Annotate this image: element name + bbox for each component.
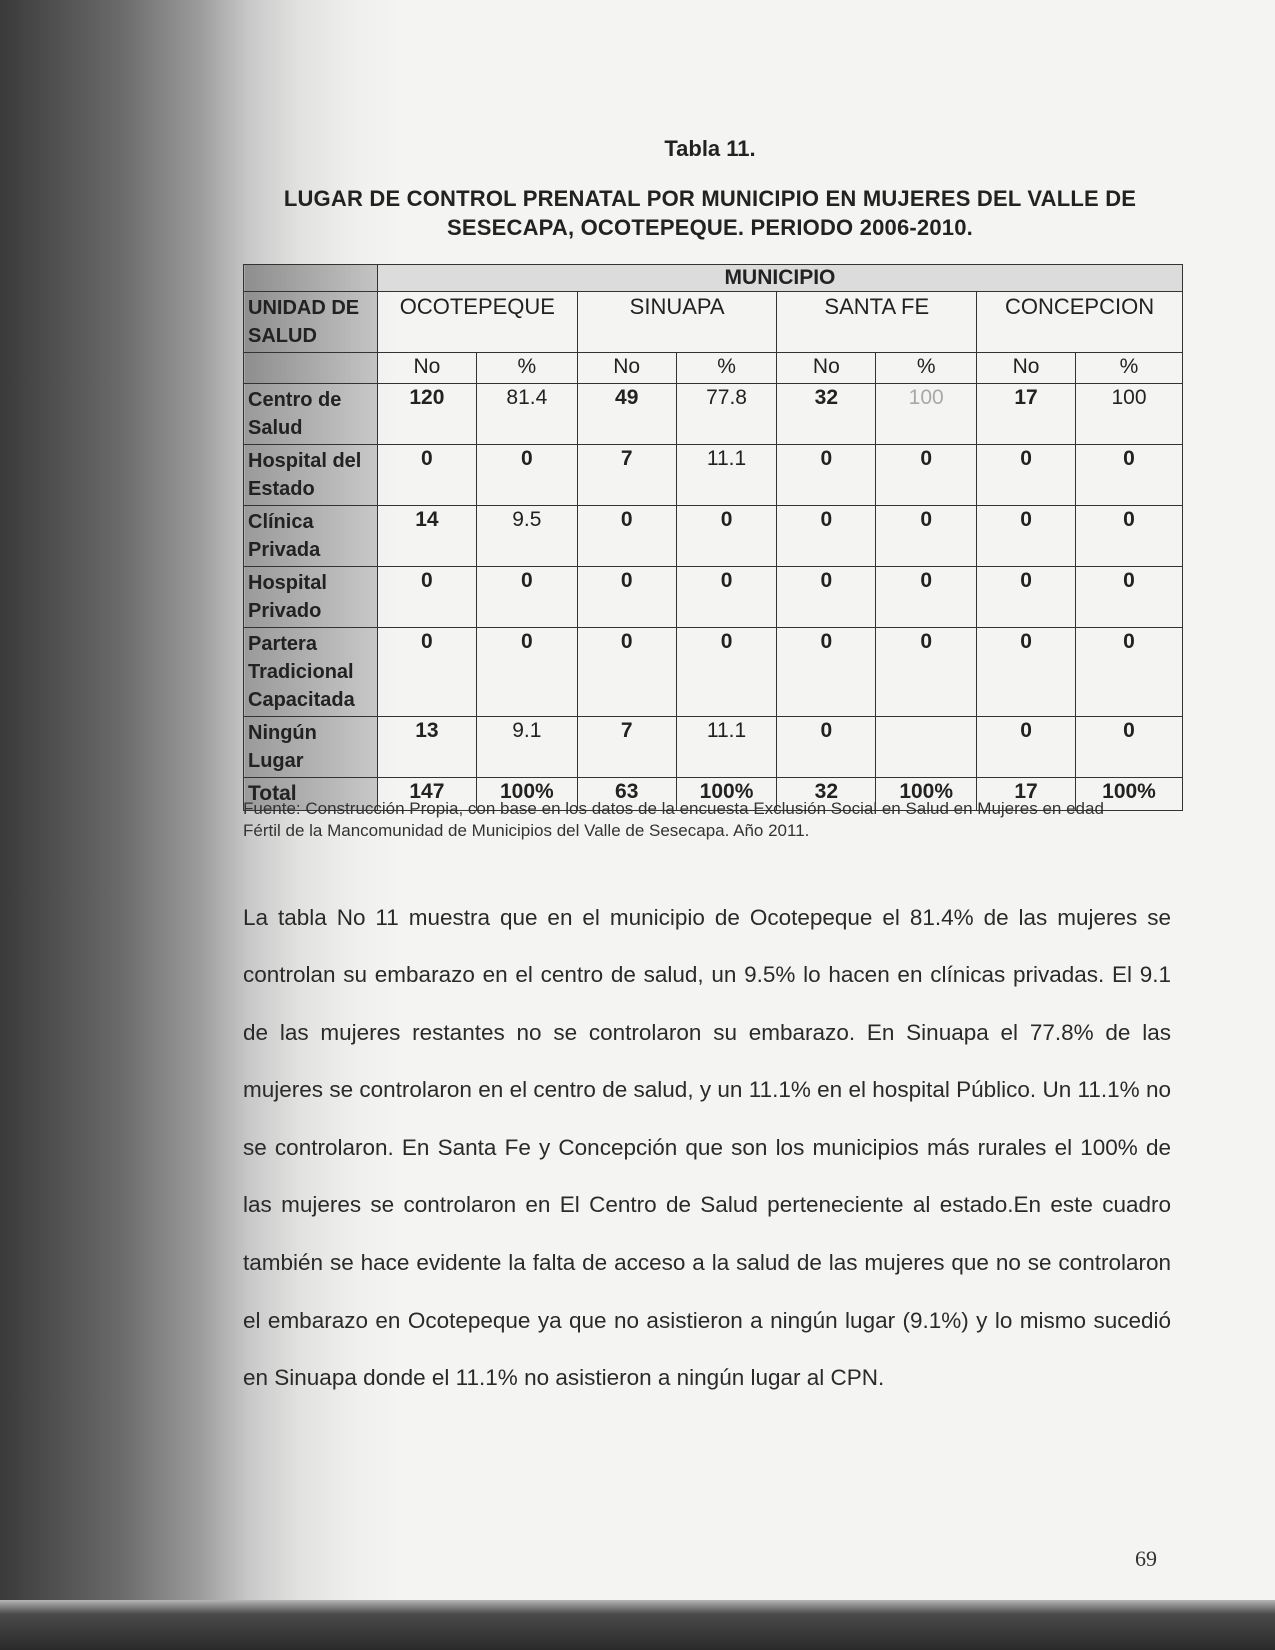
cell: 120 [377,384,476,445]
municipio-ocotepeque: OCOTEPEQUE [377,292,577,353]
municipio-row [244,292,1183,353]
cell: 14 [377,506,476,567]
row-label: Clínica Privada [244,506,378,567]
cell: 0 [476,567,577,628]
table-row [244,506,1183,567]
table-number: Tabla 11. [664,136,756,161]
row-label: Centro de Salud [244,384,378,445]
page-number: 69 [1135,1546,1157,1571]
cell: 0 [876,567,977,628]
cell: 7 [577,445,676,506]
header-corner [244,265,378,292]
cell: 0 [476,445,577,506]
cell: 0 [977,628,1076,717]
total-cell: 63 [577,778,676,811]
group-header-row [244,265,1183,292]
cell: 32 [777,384,876,445]
subheader-no: No [977,353,1076,384]
municipio-concepcion: CONCEPCION [977,292,1183,353]
subheader-pct: % [1076,353,1183,384]
table-row [244,567,1183,628]
cell: 0 [676,506,777,567]
total-label: Total [244,778,378,811]
cell: 0 [1076,717,1183,778]
body-paragraph: La tabla No 11 muestra que en el municipio de Ocotepeque el 81.4% de las mujeres se controlan su embarazo en el centro de salud, un 9.5% lo hacen en clínicas privadas. El 9.1 de las mujeres restantes no se controlaron su embarazo. En Sinuapa el 77.8% de las mujeres se controlaron en el centro de salud, y un 11.1% en el hospital Público. Un 11.1% no se controlaron. En Santa Fe y Concepción que son los municipios más rurales el 100% de las mujeres se controlaron en El Centro de Salud perteneciente al estado.En este cuadro también se hace evidente la falta de acceso a la salud de las mujeres que no se controlaron el embarazo en Ocotepeque ya que no asistieron a ningún lugar (9.1%) y lo mismo sucedió en Sinuapa donde el 11.1% no asistieron a ningún lugar al CPN. [243,904,1171,1391]
municipio-sinuapa: SINUAPA [577,292,777,353]
total-cell: 100% [876,778,977,811]
row-label: Partera Tradicional Capacitada [244,628,378,717]
cell: 9.5 [476,506,577,567]
cell: 0 [1076,567,1183,628]
total-cell: 100% [676,778,777,811]
cell: 0 [577,567,676,628]
cell: 17 [977,384,1076,445]
scan-bottom-edge [0,1600,1275,1650]
unidad-de-salud-header: UNIDAD DE SALUD [244,292,378,353]
prenatal-control-table [243,264,1183,811]
cell: 0 [876,628,977,717]
cell: 0 [777,445,876,506]
cell: 77.8 [676,384,777,445]
total-cell: 100% [1076,778,1183,811]
table-row [244,384,1183,445]
cell: 0 [876,506,977,567]
cell: 0 [676,628,777,717]
cell: 0 [876,445,977,506]
municipio-santa-fe: SANTA FE [777,292,977,353]
cell: 0 [1076,506,1183,567]
cell: 100 [1076,384,1183,445]
cell: 0 [977,445,1076,506]
subheader-pct: % [476,353,577,384]
total-cell: 17 [977,778,1076,811]
source-note: Fuente: Construcción Propia, con base en los datos de la encuesta Exclusión Social en Salud en Mujeres en edad Fértil de la Mancomunidad de Municipios del Valle de Sesecapa. Año 2011. [243,799,1104,840]
cell: 81.4 [476,384,577,445]
cell: 11.1 [676,717,777,778]
cell: 11.1 [676,445,777,506]
cell: 0 [977,717,1076,778]
subheader-corner [244,353,378,384]
cell: 0 [676,567,777,628]
table-row [244,628,1183,717]
cell: 0 [377,567,476,628]
row-label: Hospital del Estado [244,445,378,506]
subheader-row [244,353,1183,384]
cell: 0 [777,567,876,628]
cell: 0 [577,628,676,717]
cell: 100 [876,384,977,445]
table-row [244,445,1183,506]
cell: 0 [1076,628,1183,717]
subheader-no: No [577,353,676,384]
cell: 49 [577,384,676,445]
cell: 0 [777,506,876,567]
cell: 0 [977,506,1076,567]
subheader-pct: % [876,353,977,384]
total-cell: 32 [777,778,876,811]
cell: 0 [476,628,577,717]
cell [876,717,977,778]
cell: 9.1 [476,717,577,778]
subheader-no: No [777,353,876,384]
cell: 0 [977,567,1076,628]
municipio-header: MUNICIPIO [377,265,1182,292]
cell: 13 [377,717,476,778]
row-label: Hospital Privado [244,567,378,628]
cell: 0 [377,628,476,717]
table-row [244,717,1183,778]
cell: 0 [377,445,476,506]
cell: 0 [577,506,676,567]
cell: 0 [1076,445,1183,506]
cell: 0 [777,717,876,778]
total-cell: 147 [377,778,476,811]
total-cell: 100% [476,778,577,811]
row-label: Ningún Lugar [244,717,378,778]
cell: 0 [777,628,876,717]
subheader-pct: % [676,353,777,384]
subheader-no: No [377,353,476,384]
cell: 7 [577,717,676,778]
table-title: LUGAR DE CONTROL PRENATAL POR MUNICIPIO EN MUJERES DEL VALLE DE SESECAPA, OCOTEPEQUE. PERIODO 2006-2010. [283,186,1137,240]
